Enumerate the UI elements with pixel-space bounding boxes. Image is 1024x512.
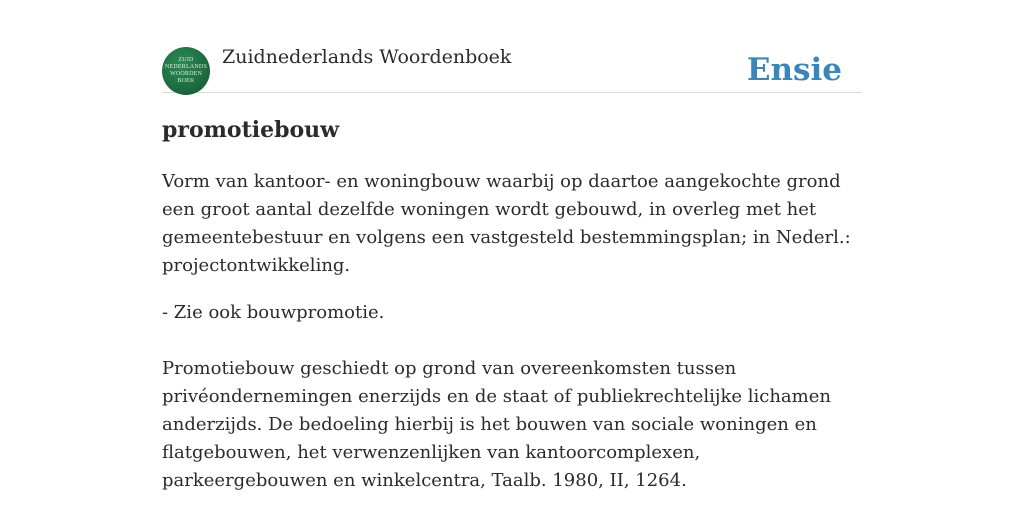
logo-text-line: NEDERLANDS (165, 64, 207, 70)
entry-example: Promotiebouw geschiedt op grond van overeenkomsten tussen privéondernemingen enerzijds en de staat of publiekrechtelijke lichamen anderzijds. De bedoeling hierbij is het bouwen van sociale woningen en flatgebouwen, het verwenzenlijken van kantoorcomplexen, parkeergebouwen en winkelcentra, Taalb. 1980, II, 1264. (162, 358, 831, 491)
dictionary-logo[interactable] (162, 47, 210, 95)
header (162, 44, 862, 93)
brand-logo[interactable]: Ensie (746, 52, 842, 88)
logo-text-line: ZUID (178, 57, 194, 63)
entry-definition: Vorm van kantoor- en woningbouw waarbij op daartoe aangekochte grond een groot aantal dezelfde woningen wordt gebouwd, in overleg met het gemeentebestuur en volgens een vastgesteld bestemmingsplan; in Nederl.: projectontwikkeling. (162, 171, 851, 276)
entry-headword: promotiebouw (162, 117, 340, 143)
logo-text-line: WOORDEN (169, 71, 203, 77)
see-also-text: - Zie ook bouwpromotie. (162, 302, 385, 323)
entry-content (162, 114, 852, 495)
dictionary-title[interactable]: Zuidnederlands Woordenboek (222, 46, 512, 68)
logo-text-line: BOEK (177, 78, 195, 84)
